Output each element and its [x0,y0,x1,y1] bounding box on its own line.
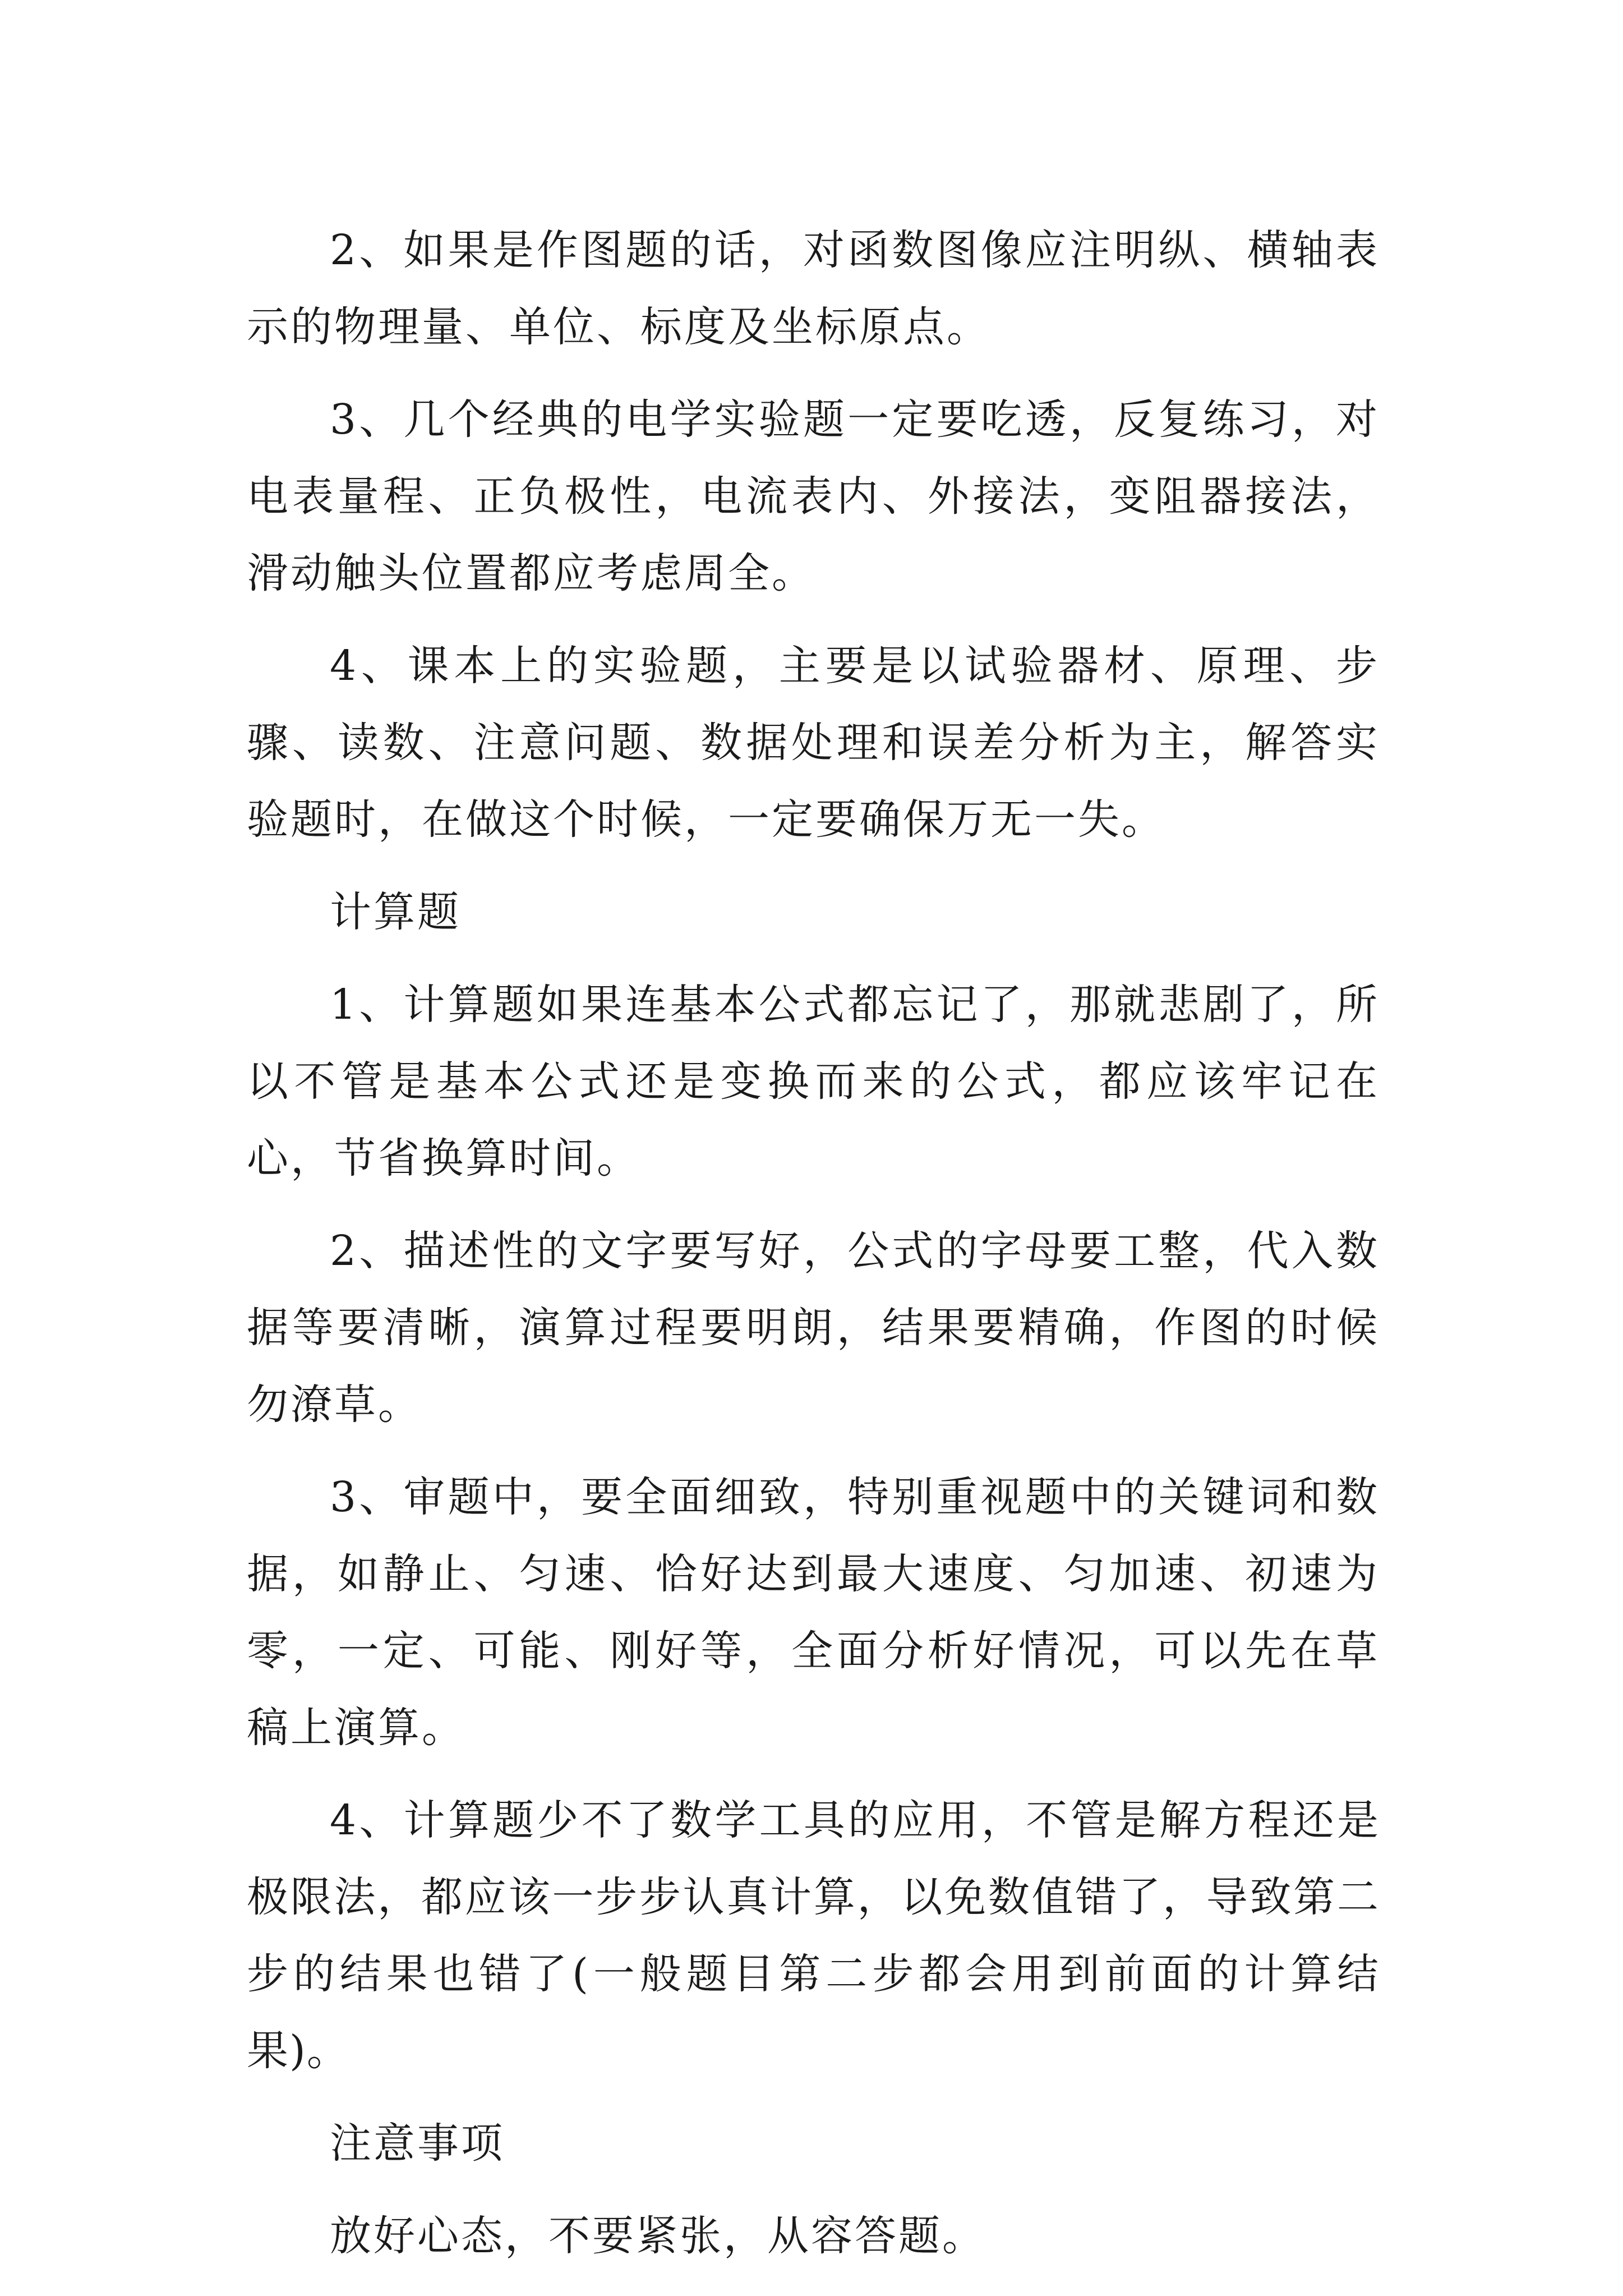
para-formulas: 1、计算题如果连基本公式都忘记了，那就悲剧了，所以不管是基本公式还是变换而来的公式，都应该牢记在心，节省换算时间。 [247,981,1380,1182]
para-math-tools: 4、计算题少不了数学工具的应用，不管是解方程还是极限法，都应该一步步认真计算，以免数值错了，导致第二步的结果也错了(一般题目第二步都会用到前面的计算结果)。 [247,1796,1380,2075]
para-plotting-note: 2、如果是作图题的话，对函数图像应注明纵、横轴表示的物理量、单位、标度及坐标原点。 [247,226,1380,351]
para-mindset: 放好心态，不要紧张，从容答题。 [330,2212,986,2260]
para-electrical-experiments: 3、几个经典的电学实验题一定要吃透，反复练习，对电表量程、正负极性，电流表内、外接法，变阻器接法，滑动触头位置都应考虑周全。 [247,395,1380,597]
para-textbook-experiments: 4、课本上的实验题，主要是以试验器材、原理、步骤、读数、注意问题、数据处理和误差分析为主，解答实验题时，在做这个时候，一定要确保万无一失。 [247,642,1380,844]
document-body [247,212,1380,2290]
para-writing: 2、描述性的文字要写好，公式的字母要工整，代入数据等要清晰，演算过程要明朗，结果要精确，作图的时候勿潦草。 [247,1227,1380,1429]
heading-calculation: 计算题 [330,888,461,936]
para-reading-questions: 3、审题中，要全面细致，特别重视题中的关键词和数据，如静止、匀速、恰好达到最大速度、匀加速、初速为零，一定、可能、刚好等，全面分析好情况，可以先在草稿上演算。 [247,1473,1380,1752]
heading-notes: 注意事项 [330,2119,505,2168]
